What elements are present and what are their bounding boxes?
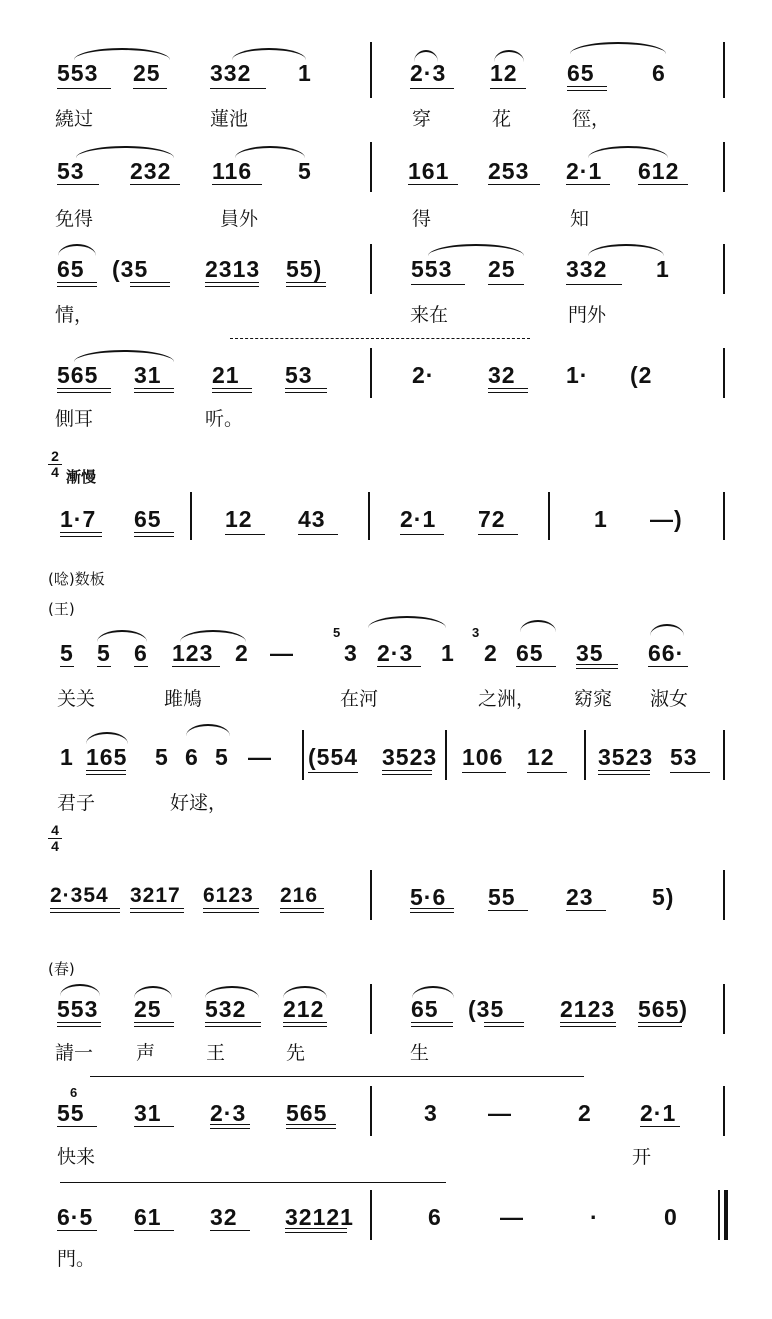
- note-group: 3: [344, 640, 358, 666]
- lyric: 来在: [410, 304, 449, 326]
- slur: [570, 42, 666, 54]
- note-group: —): [650, 506, 683, 532]
- note-group: 5: [97, 640, 111, 666]
- lyric: 生: [410, 1042, 430, 1064]
- note-group: 123: [172, 640, 214, 666]
- bar-line: [368, 492, 370, 540]
- note-group: 165: [86, 744, 128, 770]
- bar-line: [370, 42, 372, 98]
- note-group: 12: [490, 60, 518, 86]
- slur: [588, 146, 668, 158]
- lyric: 之洲，: [478, 688, 536, 710]
- note-group: 553: [411, 256, 453, 282]
- note-group: 2·3: [377, 640, 414, 666]
- bar-line: [723, 730, 725, 780]
- note-group: 31: [134, 362, 162, 388]
- slur: [368, 616, 446, 628]
- lyric: 繞过: [55, 108, 94, 130]
- bar-line: [723, 244, 725, 294]
- bar-line: [302, 730, 304, 780]
- note-group: 6123: [203, 884, 254, 907]
- bar-line: [723, 1086, 725, 1136]
- lyric: 門外: [568, 304, 607, 326]
- note-group: 161: [408, 158, 450, 184]
- note-group: —: [488, 1100, 512, 1126]
- note-group: 5: [155, 744, 169, 770]
- note-group: 6: [652, 60, 666, 86]
- bar-line: [370, 1190, 372, 1240]
- lyric: 得: [412, 208, 432, 230]
- slur: [494, 50, 524, 62]
- slur: [86, 732, 128, 744]
- note-group: 1: [594, 506, 608, 532]
- lyric: 情，: [55, 304, 94, 326]
- slur: [414, 50, 438, 62]
- tempo-marking: 漸慢: [66, 468, 97, 486]
- grace-note: 6: [70, 1085, 78, 1100]
- time-sig-bottom: 4: [51, 464, 59, 480]
- time-sig-top: 2: [51, 448, 59, 464]
- note-group: 3217: [130, 884, 181, 907]
- note-group: 2·354: [50, 884, 109, 907]
- note-group: 553: [57, 996, 99, 1022]
- bar-line: [445, 730, 447, 780]
- bar-line: [723, 870, 725, 920]
- note-group: 6: [428, 1204, 442, 1230]
- slur: [76, 146, 174, 158]
- bar-line: [718, 1190, 720, 1240]
- note-group: 1: [656, 256, 670, 282]
- singer-label-wang: (王): [48, 600, 75, 618]
- note-group: 2313: [205, 256, 261, 282]
- note-group: 532: [205, 996, 247, 1022]
- note-group: 565): [638, 996, 689, 1022]
- note-group: 65: [516, 640, 544, 666]
- slur: [74, 48, 170, 60]
- lyric: 穿: [412, 108, 432, 130]
- lyric: 員外: [220, 208, 259, 230]
- slur: [186, 724, 230, 736]
- slur: [205, 986, 259, 998]
- note-group: 53: [285, 362, 313, 388]
- note-group: ·: [590, 1204, 599, 1230]
- note-group: 12: [527, 744, 555, 770]
- slur: [97, 630, 147, 642]
- note-group: 23: [566, 884, 594, 910]
- bar-line: [370, 870, 372, 920]
- note-group: 2·3: [410, 60, 447, 86]
- bar-line: [370, 984, 372, 1034]
- note-group: 106: [462, 744, 504, 770]
- note-group: 232: [130, 158, 172, 184]
- slur: [520, 620, 556, 632]
- lyric: 知: [570, 208, 590, 230]
- note-group: 2·1: [566, 158, 603, 184]
- note-group: —: [248, 744, 272, 770]
- note-group: 55: [57, 1100, 85, 1126]
- final-bar-line: [724, 1190, 728, 1240]
- note-group: 1·7: [60, 506, 97, 532]
- note-group: 12: [225, 506, 253, 532]
- note-group: 5: [60, 640, 74, 666]
- lyric: 王: [206, 1042, 226, 1064]
- note-group: —: [500, 1204, 524, 1230]
- lyric: 关关: [57, 688, 96, 710]
- note-group: 43: [298, 506, 326, 532]
- note-group: 25: [488, 256, 516, 282]
- note-group: 5·6: [410, 884, 447, 910]
- note-group: 5: [298, 158, 312, 184]
- note-group: 565: [286, 1100, 328, 1126]
- slur: [283, 986, 327, 998]
- bar-line: [548, 492, 550, 540]
- grace-note: 3: [472, 625, 480, 640]
- note-group: 65: [134, 506, 162, 532]
- note-group: 612: [638, 158, 680, 184]
- bar-line: [723, 984, 725, 1034]
- lyric: 先: [286, 1042, 306, 1064]
- lyric: 声: [136, 1042, 156, 1064]
- note-group: 1: [441, 640, 455, 666]
- grace-note: 5: [333, 625, 341, 640]
- bar-line: [190, 492, 192, 540]
- note-group: 6: [134, 640, 148, 666]
- note-group: 3523: [598, 744, 654, 770]
- lyric: 請一: [55, 1042, 94, 1064]
- lyric: 君子: [57, 792, 96, 814]
- bar-line: [370, 244, 372, 294]
- note-group: 65: [411, 996, 439, 1022]
- slur: [180, 630, 246, 642]
- note-group: 1: [298, 60, 312, 86]
- note-group: 216: [280, 884, 319, 907]
- note-group: 55: [488, 884, 516, 910]
- note-group: 25: [134, 996, 162, 1022]
- note-group: 565: [57, 362, 99, 388]
- lyric: 在河: [340, 688, 379, 710]
- lyric: 徑，: [572, 108, 611, 130]
- note-group: 35: [576, 640, 604, 666]
- note-group: 1: [60, 744, 74, 770]
- note-group: 21: [212, 362, 240, 388]
- slur: [235, 146, 305, 158]
- slur: [232, 48, 306, 60]
- lyric: 門。: [57, 1248, 96, 1270]
- note-group: (554: [308, 744, 359, 770]
- lyric: 側耳: [55, 408, 94, 430]
- note-group: 3523: [382, 744, 438, 770]
- lyric: 窈窕: [574, 688, 613, 710]
- bar-line: [723, 348, 725, 398]
- lyric: 好逑，: [170, 792, 228, 814]
- note-group: 2: [578, 1100, 592, 1126]
- note-group: 553: [57, 60, 99, 86]
- time-sig-top: 4: [51, 822, 59, 838]
- slur: [134, 986, 172, 998]
- note-group: 5): [652, 884, 675, 910]
- slur: [74, 350, 174, 362]
- note-group: (35: [112, 256, 149, 282]
- note-group: 0: [664, 1204, 678, 1230]
- lyric: 花: [492, 108, 512, 130]
- lyric: 开: [632, 1146, 652, 1168]
- note-group: 332: [210, 60, 252, 86]
- note-group: 6: [185, 744, 199, 770]
- time-signature-2-4: [48, 450, 62, 479]
- slur: [58, 244, 96, 256]
- bar-line: [370, 142, 372, 192]
- note-group: 66·: [648, 640, 685, 666]
- section-label: (唸)数板: [48, 570, 105, 588]
- note-group: 53: [670, 744, 698, 770]
- slur: [412, 986, 454, 998]
- slur: [428, 244, 524, 256]
- singer-label-chun: (春): [48, 960, 75, 978]
- time-sig-bottom: 4: [51, 838, 59, 854]
- lyric: 免得: [55, 208, 94, 230]
- note-group: 1·: [566, 362, 589, 388]
- note-group: —: [270, 640, 294, 666]
- note-group: 2: [235, 640, 249, 666]
- note-group: 6·5: [57, 1204, 94, 1230]
- bar-line: [584, 730, 586, 780]
- note-group: (35: [468, 996, 505, 1022]
- lyric: 淑女: [650, 688, 689, 710]
- note-group: 2·: [412, 362, 435, 388]
- note-group: 32121: [285, 1204, 354, 1230]
- note-group: 55): [286, 256, 323, 282]
- bar-line: [723, 492, 725, 540]
- note-group: 61: [134, 1204, 162, 1230]
- note-group: 65: [567, 60, 595, 86]
- slur: [588, 244, 664, 256]
- slur: [650, 624, 684, 636]
- lyric: 蓮池: [210, 108, 249, 130]
- bar-line: [723, 142, 725, 192]
- lyric: 快来: [57, 1146, 96, 1168]
- note-group: 65: [57, 256, 85, 282]
- bar-line: [370, 348, 372, 398]
- note-group: 5: [215, 744, 229, 770]
- note-group: 2: [484, 640, 498, 666]
- note-group: 53: [57, 158, 85, 184]
- note-group: 332: [566, 256, 608, 282]
- note-group: 32: [488, 362, 516, 388]
- note-group: 2·3: [210, 1100, 247, 1126]
- note-group: 72: [478, 506, 506, 532]
- time-signature-4-4: [48, 824, 62, 853]
- note-group: 31: [134, 1100, 162, 1126]
- note-group: 32: [210, 1204, 238, 1230]
- note-group: 2123: [560, 996, 616, 1022]
- slur: [60, 984, 100, 996]
- note-group: (2: [630, 362, 653, 388]
- note-group: 3: [424, 1100, 438, 1126]
- bar-line: [370, 1086, 372, 1136]
- note-group: 116: [212, 158, 253, 184]
- note-group: 25: [133, 60, 161, 86]
- note-group: 2·1: [400, 506, 437, 532]
- note-group: 253: [488, 158, 530, 184]
- lyric: 雎鳩: [164, 688, 203, 710]
- lyric: 听。: [205, 408, 244, 430]
- note-group: 2·1: [640, 1100, 677, 1126]
- note-group: 212: [283, 996, 325, 1022]
- bar-line: [723, 42, 725, 98]
